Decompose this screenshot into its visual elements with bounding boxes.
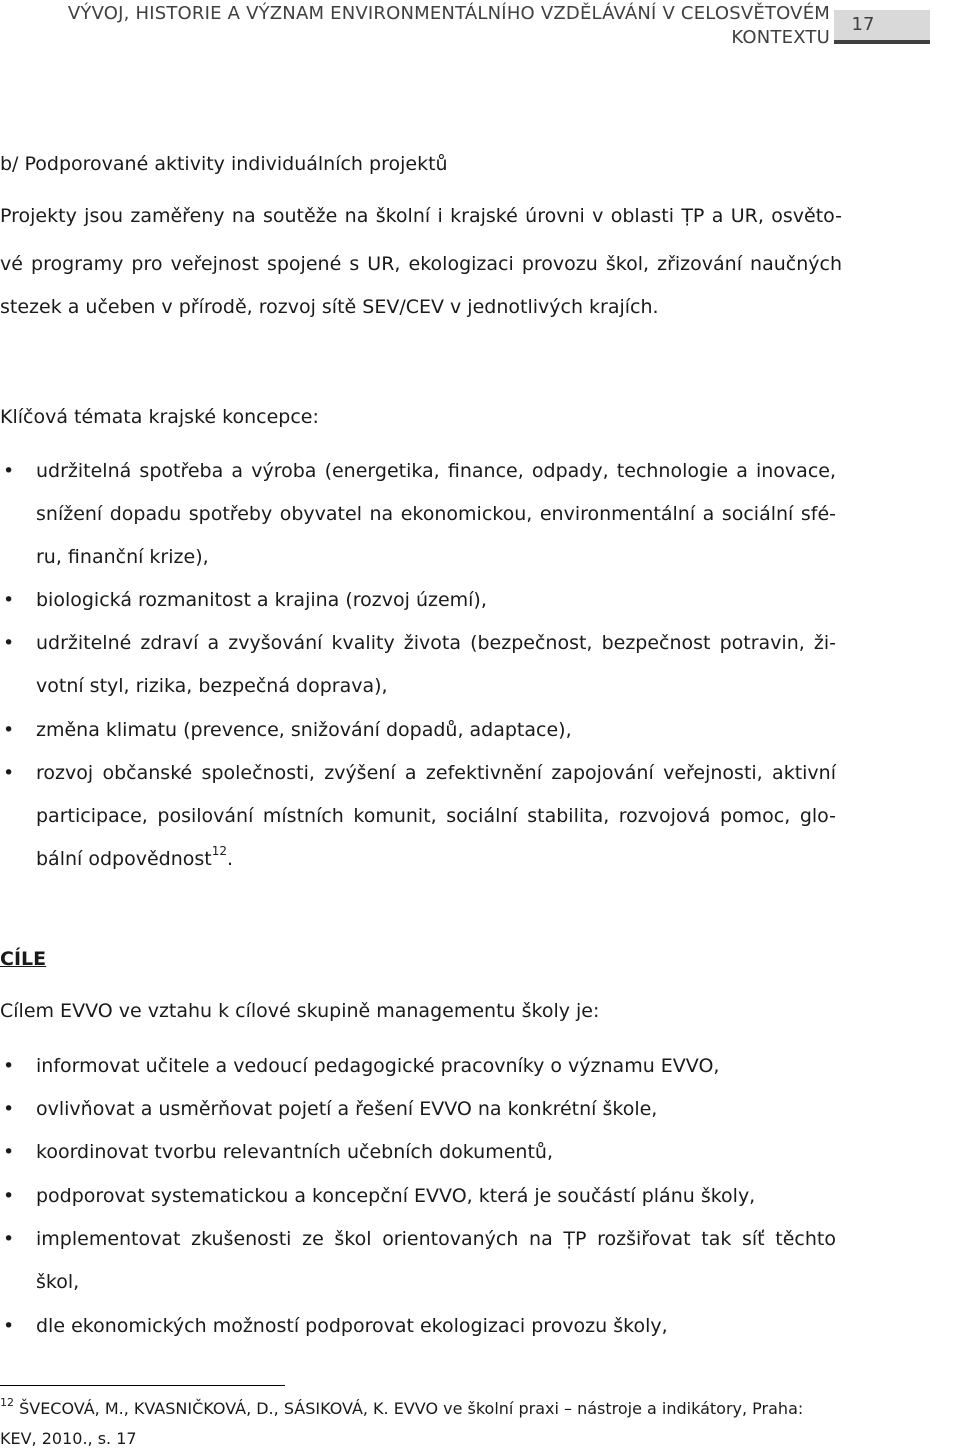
running-header-line2: KONTEXTU xyxy=(731,27,830,48)
list-item-line: udržitelné zdraví a zvyšování kvality života (bezpečnost, bezpečnost potravin, ži- xyxy=(36,632,836,654)
list-item: podporovat systematickou a koncepční EVVO, která je součástí plánu školy, xyxy=(36,1185,756,1207)
bullet: • xyxy=(3,1315,15,1337)
footnote-line1 xyxy=(0,1394,820,1424)
bullet: • xyxy=(3,762,15,784)
bullet: • xyxy=(3,719,15,741)
list-item-line: rozvoj občanské společnosti, zvýšení a zefektivnění zapojování veřejnosti, aktivní xyxy=(36,762,836,784)
bullet: • xyxy=(3,1228,15,1250)
section-heading-cile: CÍLE xyxy=(0,948,47,970)
list-item-line: udržitelná spotřeba a výroba (energetika, finance, odpady, technologie a inovace, xyxy=(36,460,836,482)
list-item: ovlivňovat a usměrňovat pojetí a řešení EVVO na konkrétní škole, xyxy=(36,1098,658,1120)
paragraph-line: stezek a učeben v přírodě, rozvoj sítě SEV/CEV v jednotlivých krajích. xyxy=(0,296,659,318)
running-header-line1: VÝVOJ, HISTORIE A VÝZNAM ENVIRONMENTÁLNÍHO VZDĚLÁVÁNÍ V CELOSVĚTOVÉM xyxy=(67,3,830,24)
footnote xyxy=(0,1394,820,1454)
paragraph-line: vé programy pro veřejnost spojené s UR, ekologizaci provozu škol, zřizování naučných xyxy=(0,253,842,275)
footnote-ref[interactable]: 12 xyxy=(211,844,228,858)
footnote-separator xyxy=(0,1385,285,1386)
paragraph-line: Projekty jsou zaměřeny na soutěže na školní i krajské úrovni v oblasti ṬP a UR, osvěto- xyxy=(0,205,842,227)
list-item-line: snížení dopadu spotřeby obyvatel na ekonomickou, environmentální a sociální sfé- xyxy=(36,503,836,525)
bullet: • xyxy=(3,1098,15,1120)
list-item: koordinovat tvorbu relevantních učebních dokumentů, xyxy=(36,1141,553,1163)
footnote-line2: KEV, 2010., s. 17 xyxy=(0,1429,137,1448)
list-item: informovat učitele a vedoucí pedagogické pracovníky o významu EVVO, xyxy=(36,1055,720,1077)
footnote-number: 12 xyxy=(0,1396,14,1409)
footnote-text: ŠVECOVÁ, M., KVASNIČKOVÁ, D., SÁSIKOVÁ, K. EVVO ve školní praxi – nástroje a indikátory, Praha: xyxy=(19,1399,804,1418)
themes-intro: Klíčová témata krajské koncepce: xyxy=(0,406,319,428)
list-item-line: škol, xyxy=(36,1271,80,1293)
bullet: • xyxy=(3,1141,15,1163)
running-header xyxy=(60,2,830,50)
page-number: 17 xyxy=(851,14,875,35)
list-item-line: ru, finanční krize), xyxy=(36,546,209,568)
page-number-box xyxy=(834,10,930,44)
list-item: dle ekonomických možností podporovat ekologizaci provozu školy, xyxy=(36,1315,668,1337)
list-item: změna klimatu (prevence, snižování dopadů, adaptace), xyxy=(36,719,572,741)
list-item-line: votní styl, rizika, bezpečná doprava), xyxy=(36,675,388,697)
list-item-line: participace, posilování místních komunit, sociální stabilita, rozvojová pomoc, glo- xyxy=(36,805,836,827)
bullet: • xyxy=(3,1055,15,1077)
list-item-line: implementovat zkušenosti ze škol orientovaných na ṬP rozšiřovat tak síť těchto xyxy=(36,1228,836,1250)
bullet: • xyxy=(3,1185,15,1207)
bullet: • xyxy=(3,460,15,482)
list-item-text: bální odpovědnost xyxy=(36,848,212,870)
section-b-heading: b/ Podporované aktivity individuálních projektů xyxy=(0,153,448,175)
list-item-line xyxy=(36,838,836,881)
list-item-end: . xyxy=(227,848,234,870)
bullet: • xyxy=(3,589,15,611)
list-item: biologická rozmanitost a krajina (rozvoj území), xyxy=(36,589,487,611)
goals-intro: Cílem EVVO ve vztahu k cílové skupině managementu školy je: xyxy=(0,1000,600,1022)
bullet: • xyxy=(3,632,15,654)
